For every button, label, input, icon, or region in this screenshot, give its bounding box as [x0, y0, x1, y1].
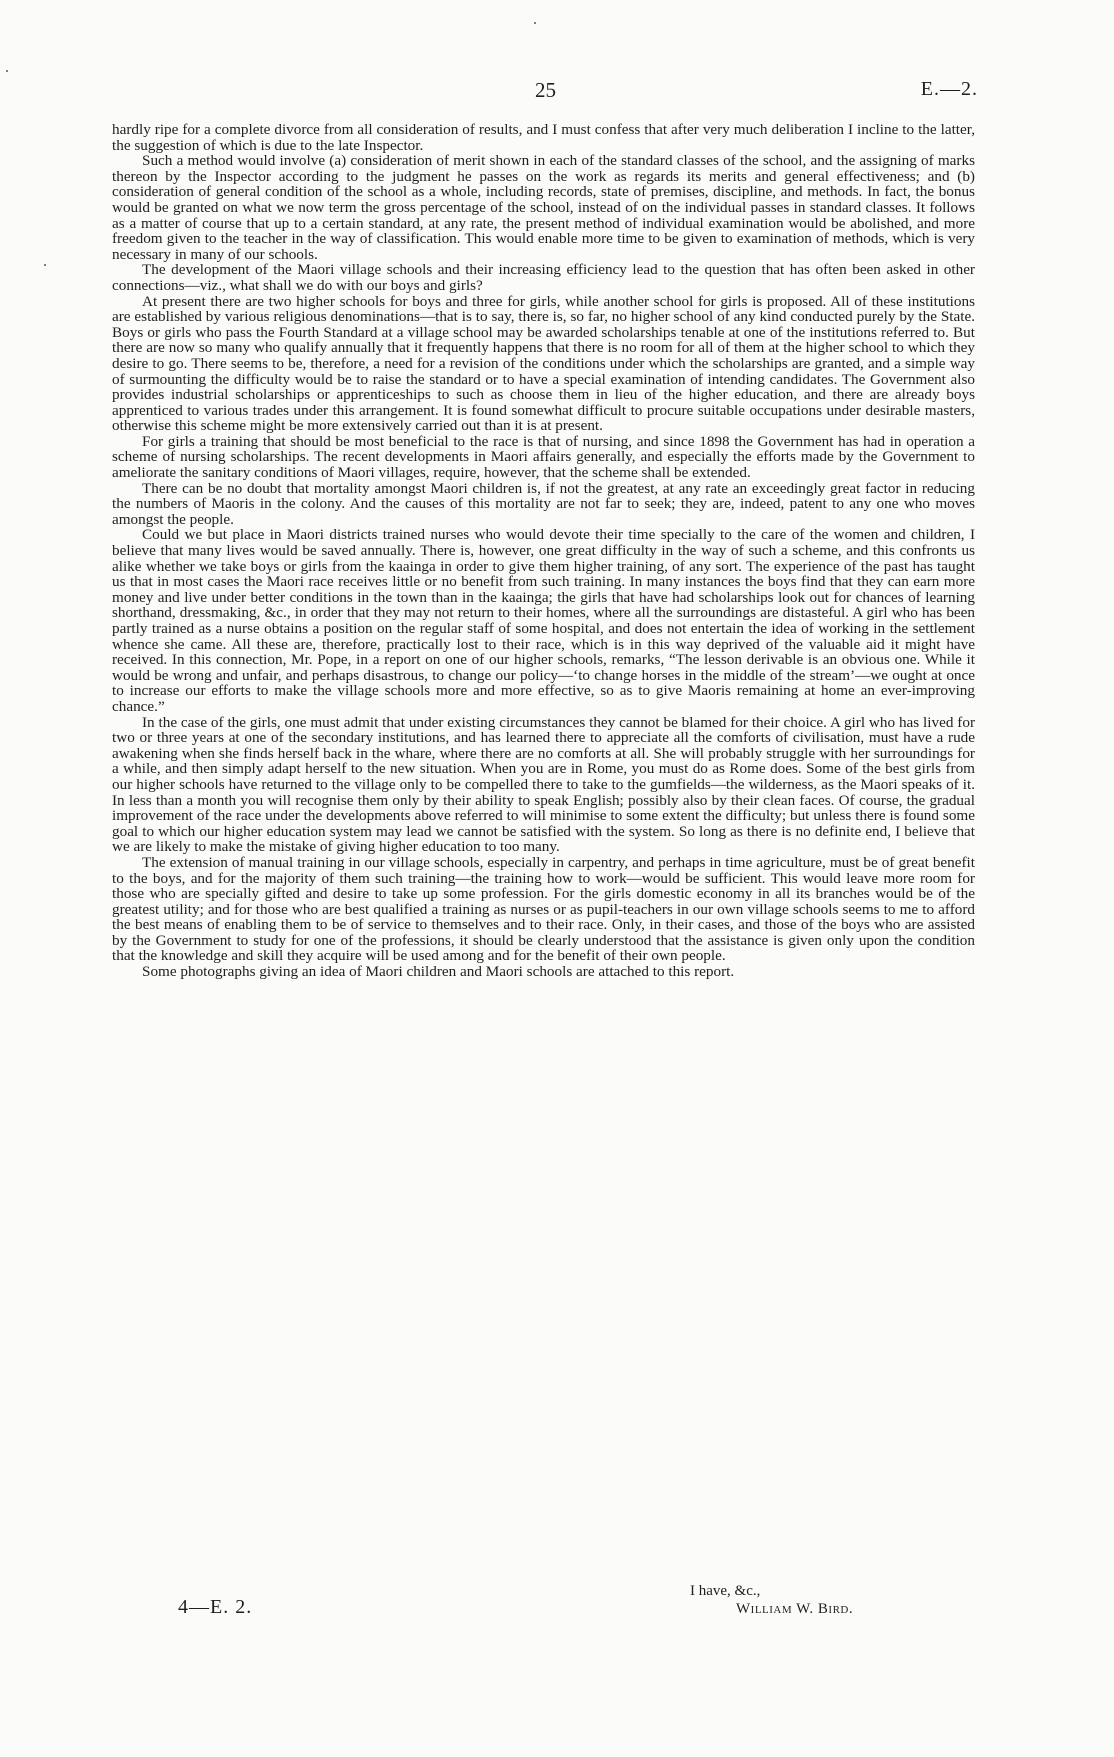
scan-speck [6, 70, 8, 72]
paragraph: There can be no doubt that mortality amongst Maori children is, if not the greatest, at any rate an exceedingly great factor in reducing the numbers of Maoris in the colony. And the causes of this mortality are not far to seek; they are, indeed, patent to any one who moves amongst the people. [112, 479, 975, 528]
paragraph: At present there are two higher schools for boys and three for girls, while another school for girls is proposed. All of these institutions are established by various religious denominations—that is to say, there is, so far, no higher school of any kind conducted purely by the State. Boys or girls who pass the Fourth Standard at a village school may be awarded scholarships tenable at one of the institutions referred to. But there are now so many who qualify annually that it frequently happens that there is no room for all of them at the higher school to which they desire to go. There seems to be, therefore, a need for a revision of the conditions under which the scholarships are granted, and a simple way of surmounting the difficulty would be to raise the standard or to have a special examination of intending candidates. The Government also provides industrial scholarships or apprenticeships to such as choose them in lieu of the higher education, and there are already boys apprenticed to various trades under this arrangement. It is found somewhat difficult to procure suitable occupations under desirable masters, otherwise this scheme might be more extensively carried out than it is at present. [112, 292, 975, 435]
closing-salutation: I have, &c., [690, 1583, 761, 1599]
paragraph: The extension of manual training in our village schools, especially in carpentry, and perhaps in time agriculture, must be of great benefit to the boys, and for the majority of them such training—the training how to work—would be sufficient. This would leave more room for those who are specially gifted and desire to take up some profession. For the girls domestic economy in all its branches would be of the greatest utility; and for those who are best qualified a training as nurses or as pupil-teachers in our own village schools seems to me to afford the best means of enabling them to be of service to themselves and to their race. Only, in their cases, and those of the boys who are assisted by the Government to study for one of the professions, it should be clearly understood that the assistance is given only upon the condition that the knowledge and skill they acquire will be used among and for the benefit of their own people. [112, 853, 975, 965]
paragraph: hardly ripe for a complete divorce from all consideration of results, and I must confess that after very much deliberation I incline to the latter, the suggestion of which is due to the late Inspector. [112, 121, 975, 154]
paragraph: The development of the Maori village schools and their increasing efficiency lead to the question that has often been asked in other connections—viz., what shall we do with our boys and girls? [112, 261, 975, 294]
scan-speck [534, 22, 536, 24]
page-number: 25 [535, 78, 556, 102]
paragraph: Could we but place in Maori districts trained nurses who would devote their time specially to the care of the women and children, I believe that many lives would be saved annually. There is, however, one great difficulty in the way of such a scheme, and this confronts us alike whether we take boys or girls from the kaainga in order to give them higher training, of any sort. The experience of the past has taught us that in most cases the Maori race receives little or no benefit from such training. In many instances the boys find that they can earn more money and live under better conditions in the town than in the kaainga; the girls that have had scholarships look out for chances of learning shorthand, dressmaking, &c., in order that they may not return to their homes, where all the surroundings are distasteful. A girl who has been partly trained as a nurse obtains a position on the regular staff of some hospital, and does not entertain the idea of working in the settlement whence she came. All these are, therefore, practically lost to their race, which is in this way deprived of the valuable aid it might have received. In this connection, Mr. Pope, in a report on one of our higher schools, remarks, “The lesson derivable is an obvious one. While it would be wrong and unfair, and perhaps disastrous, to change our policy—‘to change horses in the middle of the stream’—we ought at once to increase our efforts to make the village schools more and more effective, so as to give Maoris remaining at home an ever-improving chance.” [112, 526, 975, 715]
report-body [112, 122, 975, 980]
paragraph: Such a method would involve (a) consideration of merit shown in each of the standard classes of the school, and the assigning of marks thereon by the Inspector according to the judgment he passes on the work as regards its merits and general effectiveness; and (b) consideration of general condition of the school as a whole, including records, state of premises, discipline, and methods. In fact, the bonus would be granted on what we now term the gross percentage of the school, instead of on the individual passes in standard classes. It follows as a matter of course that up to a certain standard, at any rate, the present method of individual examination would be abolished, and more freedom given to the teacher in the way of classification. This would enable more time to be given to examination of methods, which is very necessary in many of our schools. [112, 152, 975, 263]
page-header [0, 78, 1114, 108]
scan-speck [44, 264, 46, 266]
author-signature: William W. Bird. [736, 1601, 854, 1617]
closing-block [0, 1583, 1114, 1623]
document-code: E.—2. [920, 78, 978, 100]
footer-signature-mark: 4—E. 2. [178, 1596, 253, 1618]
paragraph: For girls a training that should be most beneficial to the race is that of nursing, and since 1898 the Government has had in operation a scheme of nursing scholarships. The recent developments in Maori affairs generally, and especially the efforts made by the Government to ameliorate the sanitary conditions of Maori villages, require, however, that the scheme shall be extended. [112, 432, 975, 482]
paragraph: Some photographs giving an idea of Maori children and Maori schools are attached to this report. [142, 963, 735, 981]
paragraph: In the case of the girls, one must admit that under existing circumstances they cannot be blamed for their choice. A girl who has lived for two or three years at one of the secondary institutions, and has learned there to appreciate all the comforts of civilisation, must have a rude awakening when she finds herself back in the whare, where there are no comforts at all. She will probably struggle with her surroundings for a while, and then simply adapt herself to the new situation. When you are in Rome, you must do as Rome does. Some of the best girls from our higher schools have returned to the village only to be compelled there to take to the gumfields—the wilderness, as the Maori speaks of it. In less than a month you will recognise them only by their ability to speak English; possibly also by their clean faces. Of course, the gradual improvement of the race under the developments above referred to will minimise to some extent the difficulty; but unless there is found some goal to which our higher education system may lead we cannot be satisfied with the system. So long as there is no definite end, I believe that we are likely to make the mistake of giving higher education to too many. [112, 713, 975, 856]
